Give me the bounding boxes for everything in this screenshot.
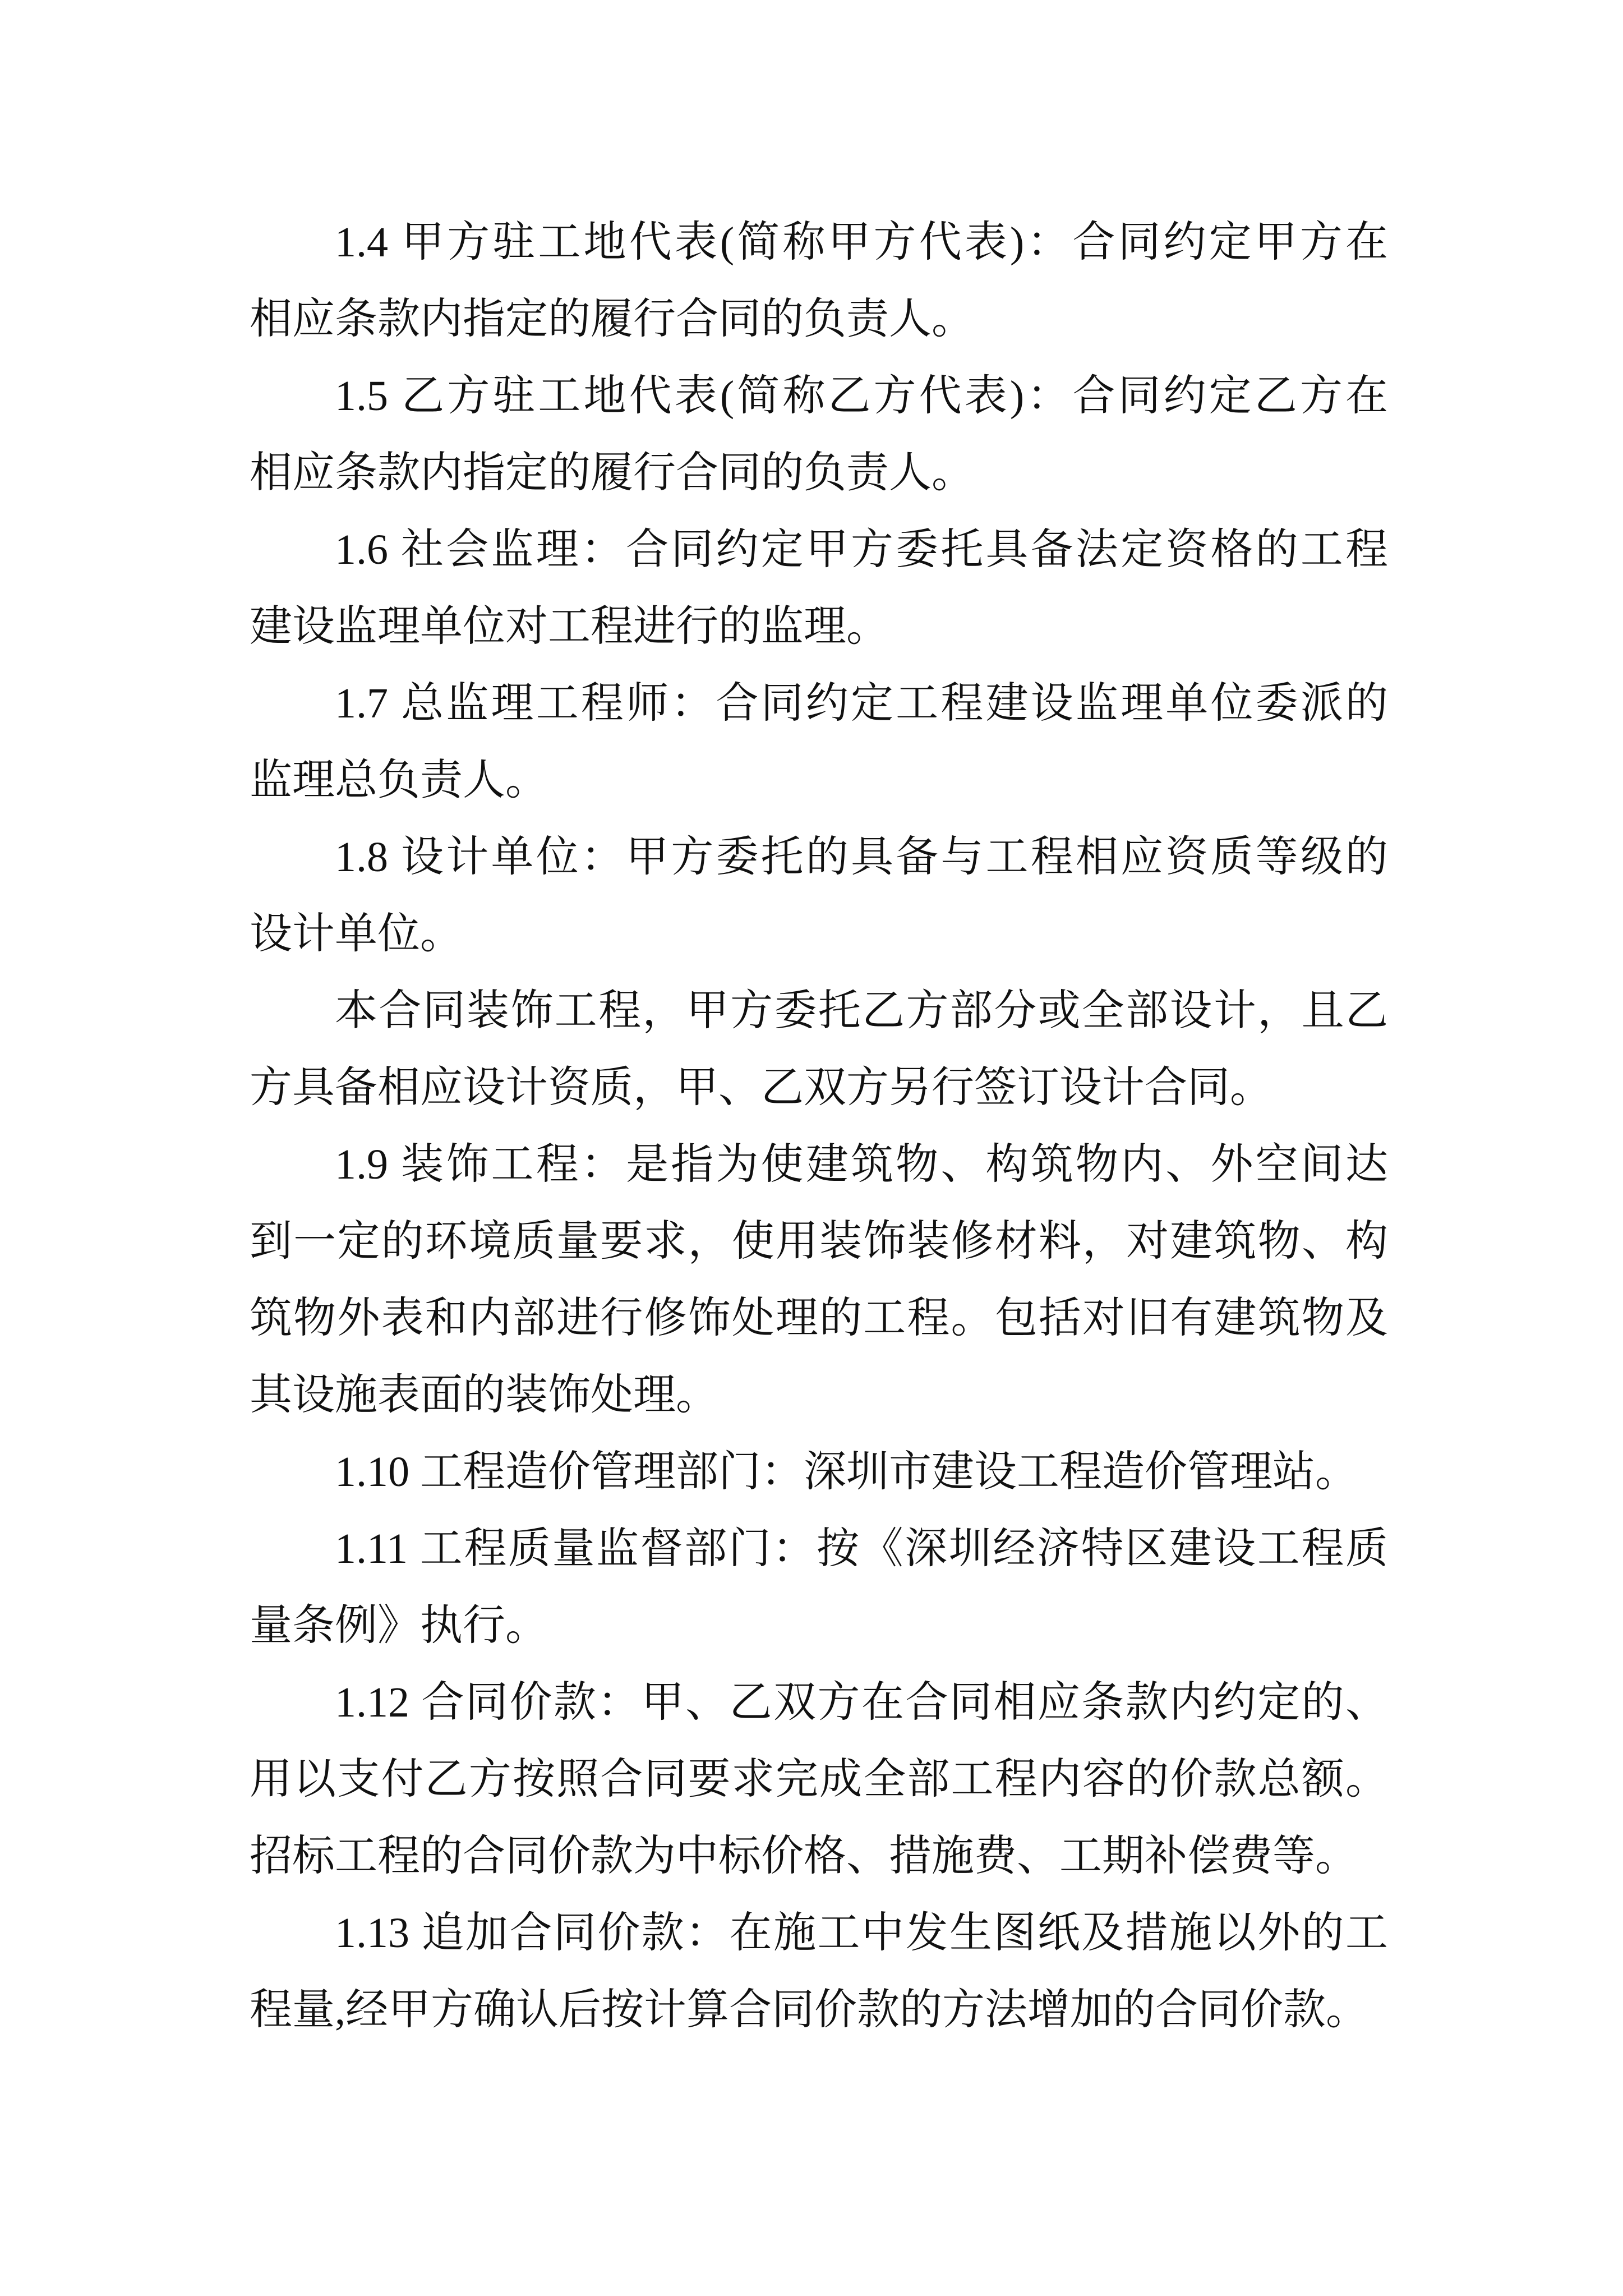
design-note-line-2: 方具备相应设计资质，甲、乙双方另行签订设计合同。 (250, 1064, 1272, 1111)
clause-1-6-line-2: 建设监理单位对工程进行的监理。 (250, 603, 889, 650)
design-note-paragraph (250, 973, 1388, 1126)
clause-1-11 (250, 1511, 1388, 1664)
document-body (250, 204, 1388, 2049)
clause-1-9-line-2: 到一定的环境质量要求，使用装饰装修材料，对建筑物、构 (250, 1218, 1388, 1265)
clause-1-12-line-1: 1.12 合同价款：甲、乙双方在合同相应条款内约定的、 (335, 1679, 1388, 1726)
clause-1-12 (250, 1664, 1388, 1895)
clause-1-4-line-1: 1.4 甲方驻工地代表(简称甲方代表)：合同约定甲方在 (335, 219, 1388, 266)
clause-1-9 (250, 1126, 1388, 1434)
clause-1-11-line-1: 1.11 工程质量监督部门：按《深圳经济特区建设工程质 (335, 1525, 1388, 1572)
clause-1-5-line-1: 1.5 乙方驻工地代表(简称乙方代表)：合同约定乙方在 (335, 372, 1388, 420)
clause-1-12-line-3: 招标工程的合同价款为中标价格、措施费、工期补偿费等。 (250, 1833, 1358, 1880)
clause-1-5-line-2: 相应条款内指定的履行合同的负责人。 (250, 449, 974, 496)
clause-1-6-line-1: 1.6 社会监理：合同约定甲方委托具备法定资格的工程 (335, 526, 1388, 573)
clause-1-9-line-3: 筑物外表和内部进行修饰处理的工程。包括对旧有建筑物及 (250, 1295, 1388, 1342)
clause-1-9-line-4: 其设施表面的装饰处理。 (250, 1372, 718, 1419)
design-note-line-1: 本合同装饰工程，甲方委托乙方部分或全部设计，且乙 (335, 987, 1388, 1034)
clause-1-7 (250, 665, 1388, 819)
clause-1-10 (250, 1434, 1388, 1511)
clause-1-4-line-2: 相应条款内指定的履行合同的负责人。 (250, 296, 974, 343)
clause-1-12-line-2: 用以支付乙方按照合同要求完成全部工程内容的价款总额。 (250, 1756, 1388, 1803)
clause-1-7-line-1: 1.7 总监理工程师：合同约定工程建设监理单位委派的 (335, 680, 1388, 727)
clause-1-9-line-1: 1.9 装饰工程：是指为使建筑物、构筑物内、外空间达 (335, 1141, 1388, 1188)
clause-1-8-line-1: 1.8 设计单位：甲方委托的具备与工程相应资质等级的 (335, 834, 1388, 881)
clause-1-8-line-2: 设计单位。 (250, 910, 463, 958)
clause-1-13-line-1: 1.13 追加合同价款：在施工中发生图纸及措施以外的工 (335, 1910, 1388, 1957)
clause-1-11-line-2: 量条例》执行。 (250, 1602, 548, 1649)
clause-1-10-line-1: 1.10 工程造价管理部门：深圳市建设工程造价管理站。 (335, 1448, 1358, 1496)
clause-1-13-line-2: 程量,经甲方确认后按计算合同价款的方法增加的合同价款。 (250, 1986, 1368, 2033)
clause-1-5 (250, 358, 1388, 512)
clause-1-4 (250, 204, 1388, 358)
clause-1-6 (250, 512, 1388, 665)
clause-1-8 (250, 819, 1388, 973)
clause-1-13 (250, 1895, 1388, 2049)
clause-1-7-line-2: 监理总负责人。 (250, 757, 548, 804)
